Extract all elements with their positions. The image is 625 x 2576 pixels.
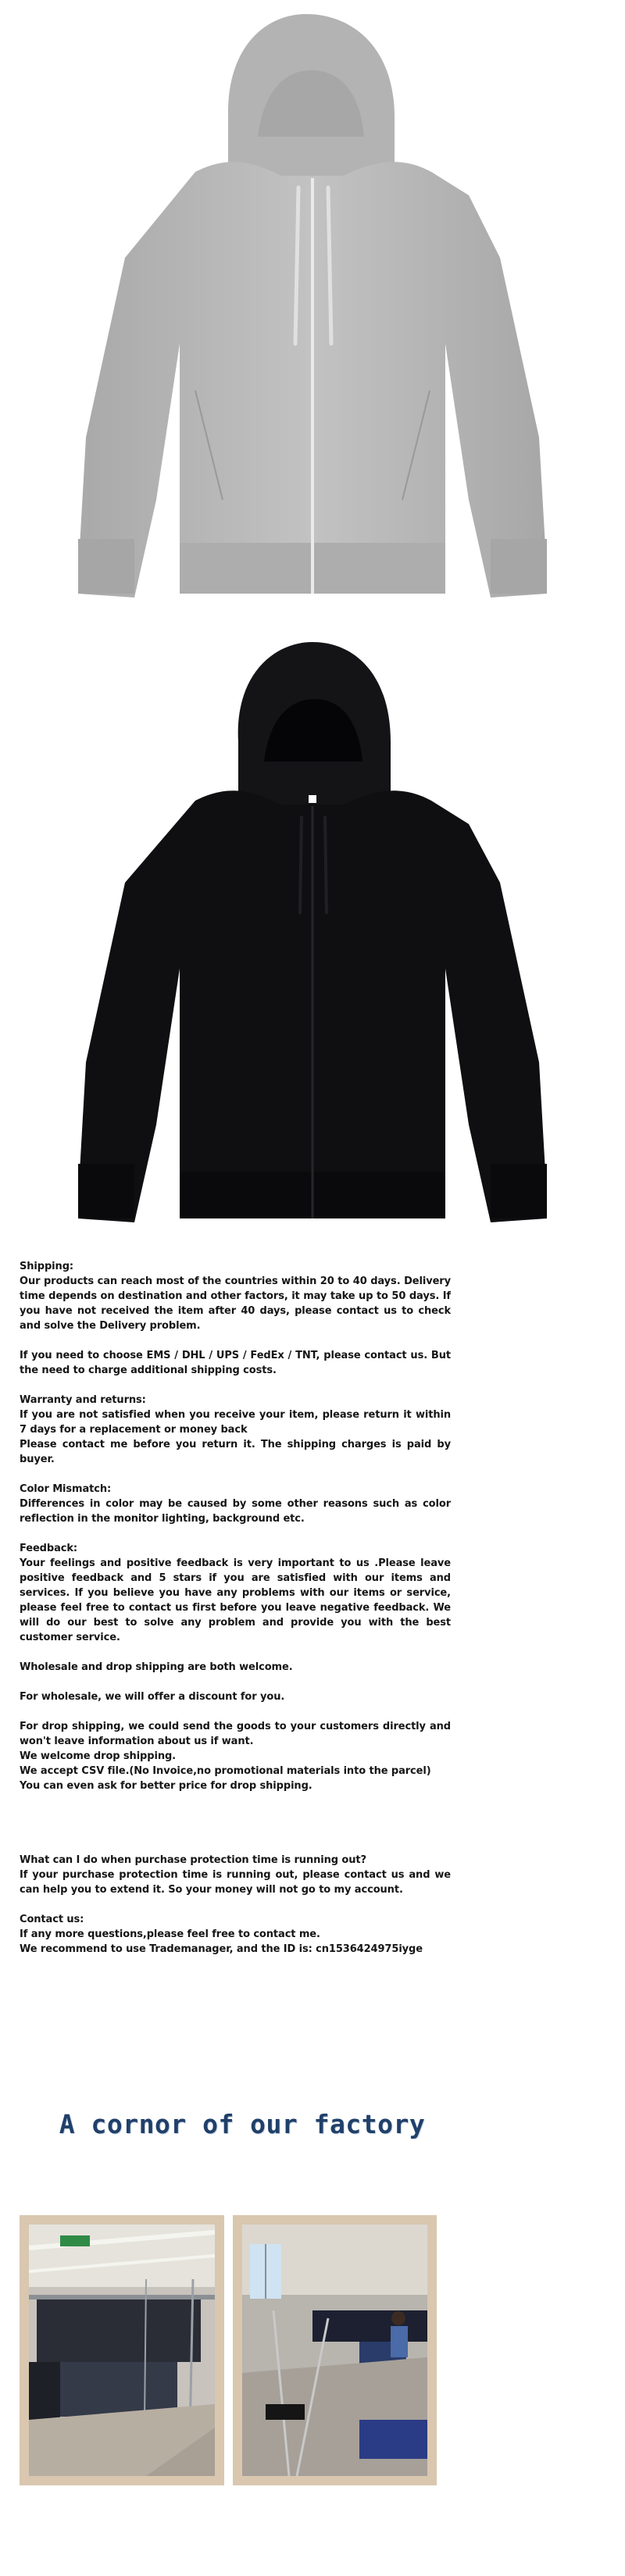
description-paragraph: Our products can reach most of the countries within 20 to 40 days. Delivery time depends on destination and other factors, it may take up to 50 days. If you have not received the item after 40 days, please contact us to check and solve the Delivery problem. [20,1276,451,1332]
factory-heading: A cornor of our factory [59,2109,426,2139]
paragraph-spacer [20,1467,451,1482]
paragraph-spacer [20,1897,451,1912]
description-paragraph: Your feelings and positive feedback is very important to us .Please leave positive feedback and 5 stars if you are satisfied with our items and services. If you believe you have any problems with our items or service, please feel free to contact us first before you leave negative feedback. We will do our best to solve any problem and provide you with the best customer service. [20,1557,451,1643]
factory-photo-left-graphic [29,2225,215,2476]
grey-hoodie-graphic [0,0,625,625]
factory-photo-garment-racks [20,2215,224,2485]
description-paragraph: For drop shipping, we could send the goods to your customers directly and won't leave information about us if want. [20,1721,451,1747]
description-paragraph: For wholesale, we will offer a discount for you. [20,1691,285,1703]
description-paragraph: What can I do when purchase protection time is running out? [20,1854,366,1866]
description-paragraph: If you are not satisfied when you receive your item, please return it within 7 days for a replacement or money back [20,1409,451,1436]
description-paragraph: Contact us: [20,1914,84,1925]
paragraph-spacer [20,1378,451,1393]
description-paragraph: Warranty and returns: [20,1394,146,1406]
description-paragraph: If you need to choose EMS / DHL / UPS / FedEx / TNT, please contact us. But the need to charge additional shipping costs. [20,1350,451,1376]
description-paragraph: Differences in color may be caused by some other reasons such as color reflection in the monitor lighting, background etc. [20,1498,451,1525]
factory-photo-workshop [233,2215,437,2485]
paragraph-spacer [20,1793,451,1808]
paragraph-spacer [20,1675,451,1689]
description-paragraph: If your purchase protection time is running out, please contact us and we can help you to extend it. So your money will not go to my account. [20,1869,451,1896]
description-paragraph: You can even ask for better price for drop shipping. [20,1780,312,1792]
paragraph-spacer [20,1645,451,1660]
paragraph-spacer [20,1333,451,1348]
description-paragraph: We accept CSV file.(No Invoice,no promotional materials into the parcel) [20,1765,431,1777]
paragraph-spacer [20,1526,451,1541]
paragraph-spacer [20,1704,451,1719]
description-paragraph: Color Mismatch: [20,1483,112,1495]
product-description [20,1259,451,1957]
grey-hoodie-image [0,0,625,625]
paragraph-spacer [20,1823,451,1838]
factory-photo-right-graphic [242,2225,427,2476]
black-hoodie-graphic [0,625,625,1242]
description-paragraph: Please contact me before you return it. The shipping charges is paid by buyer. [20,1439,451,1465]
description-paragraph: Feedback: [20,1543,78,1554]
paragraph-spacer [20,1838,451,1853]
paragraph-spacer [20,1808,451,1823]
description-paragraph: If any more questions,please feel free to contact me. [20,1928,320,1940]
black-hoodie-image [0,625,625,1242]
description-paragraph: Shipping: [20,1261,74,1272]
description-paragraph: Wholesale and drop shipping are both welcome. [20,1661,293,1673]
description-paragraph: We recommend to use Trademanager, and the ID is: cn1536424975iyge [20,1943,423,1955]
description-paragraph: We welcome drop shipping. [20,1750,177,1762]
